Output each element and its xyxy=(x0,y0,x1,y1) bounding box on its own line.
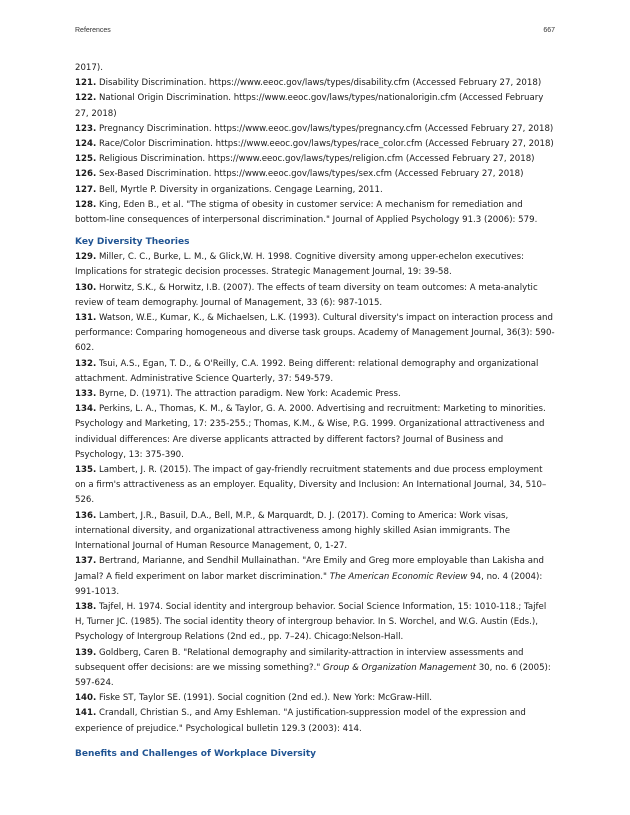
reference-item xyxy=(75,91,555,121)
reference-item xyxy=(75,463,555,509)
reference-number: 129. xyxy=(75,252,97,263)
reference-number: 121. xyxy=(75,78,97,89)
reference-list-b xyxy=(75,250,555,554)
reference-number: 125. xyxy=(75,154,97,165)
reference-number: 124. xyxy=(75,139,97,150)
reference-text: Miller, C. C., Burke, L. M., & Glick,W. H. 1998. Cognitive diversity among upper-echelon executives: Implications for strategic decision processes. Strategic Management Journal, 19: 39-58. xyxy=(75,252,524,278)
continuation-text: 2017). xyxy=(75,63,103,73)
reference-text: Religious Discrimination. https://www.eeoc.gov/laws/types/religion.cfm (Accessed February 27, 2018) xyxy=(98,154,535,165)
reference-text: Watson, W.E., Kumar, K., & Michaelsen, L.K. (1993). Cultural diversity's impact on interaction process and performance: Comparing homogeneous and diverse task groups. Academy of Management Journal, 36(3): 590-602. xyxy=(75,313,555,354)
reference-text: Lambert, J.R., Basuil, D.A., Bell, M.P., & Marquardt, D. J. (2017). Coming to America: Work visas, international diversity, and organizational attractiveness among highly skilled Asian immigrants. The International Journal of Human Resource Management, 0, 1-27. xyxy=(75,510,511,552)
reference-text: Horwitz, S.K., & Horwitz, I.B. (2007). The effects of team diversity on team outcomes: A meta-analytic review of team demography. Journal of Management, 33 (6): 987-1015. xyxy=(75,282,538,308)
reference-text: Tajfel, H. 1974. Social identity and intergroup behavior. Social Science Information, 15: 1010-118.; Tajfel H, Turner JC. (1985). The social identity theory of intergroup behavior. In S. Worchel, and W.G. Austin (Eds.), Psychology of Intergroup Relations (2nd ed., pp. 7–24). Chicago:Nelson-Hall. xyxy=(75,601,547,643)
reference-number: 126. xyxy=(75,169,97,180)
reference-text: Bertrand, Marianne, and Sendhil Mullainathan. "Are Emily and Greg more employable than Lakisha and Jamal? A field experiment on labor market discrimination." xyxy=(75,556,544,582)
reference-text: Lambert, J. R. (2015). The impact of gay-friendly recruitment statements and due process employment on a firm's attractiveness as an employer. Equality, Diversity and Inclusion: An International Journal, 34, 510–526. xyxy=(75,465,547,506)
reference-item xyxy=(75,76,555,91)
reference-number: 134. xyxy=(75,404,97,415)
reference-text: Fiske ST, Taylor SE. (1991). Social cognition (2nd ed.). New York: McGraw-Hill. xyxy=(98,693,432,704)
reference-number: 140. xyxy=(75,693,97,704)
reference-item xyxy=(75,509,555,555)
reference-number: 137. xyxy=(75,556,97,567)
reference-text-tail: 30, no. 6 (2005): 597-624. xyxy=(75,662,551,688)
reference-number: 122. xyxy=(75,93,97,104)
reference-item xyxy=(75,167,555,182)
reference-item xyxy=(75,600,555,646)
reference-item xyxy=(75,357,555,387)
reference-item xyxy=(75,122,555,137)
section-heading-key-diversity-theories: Key Diversity Theories xyxy=(75,237,190,248)
reference-text: National Origin Discrimination. https://www.eeoc.gov/laws/types/nationalorigin.cfm (Accessed February 27, 2018) xyxy=(75,93,544,119)
reference-item xyxy=(75,402,555,463)
reference-text: Byrne, D. (1971). The attraction paradigm. New York: Academic Press. xyxy=(98,389,401,400)
reference-item xyxy=(75,554,555,600)
page-number: 667 xyxy=(543,27,555,34)
reference-text: Goldberg, Caren B. "Relational demography and similarity-attraction in interview assessments and subsequent offer decisions: are we missing something?." xyxy=(75,647,524,673)
reference-number: 130. xyxy=(75,282,97,293)
reference-number: 131. xyxy=(75,313,97,324)
reference-text-tail: 94, no. 4 (2004): 991-1013. xyxy=(75,571,543,597)
reference-number: 141. xyxy=(75,708,97,719)
reference-number: 123. xyxy=(75,123,97,134)
reference-list-a xyxy=(75,76,555,228)
reference-number: 133. xyxy=(75,389,97,400)
reference-text: Perkins, L. A., Thomas, K. M., & Taylor, G. A. 2000. Advertising and recruitment: Marketing to minorities. Psychology and Marketing, 17: 235-255.; Thomas, K.M., & Wise, P.G. 1999. Organizational attractiveness and individual differences: Are diverse applicants attracted by different factors? Journal of Business and Psychology, 13: 375-390. xyxy=(75,404,546,460)
reference-text: King, Eden B., et al. "The stigma of obesity in customer service: A mechanism for remediation and bottom-line consequences of interpersonal discrimination." Journal of Applied Psychology 91.3 (2006): 579. xyxy=(75,199,538,226)
reference-item xyxy=(75,311,555,357)
reference-number: 135. xyxy=(75,465,97,476)
references-content xyxy=(75,61,555,762)
reference-item xyxy=(75,250,555,280)
reference-item xyxy=(75,152,555,167)
reference-text: Sex-Based Discrimination. https://www.eeoc.gov/laws/types/sex.cfm (Accessed February 27, 2018) xyxy=(98,169,524,180)
reference-journal: Group & Organization Management xyxy=(323,662,476,673)
reference-number: 139. xyxy=(75,647,97,658)
reference-number: 127. xyxy=(75,184,97,195)
reference-item xyxy=(75,281,555,311)
reference-text: Tsui, A.S., Egan, T. D., & O'Reilly, C.A. 1992. Being different: relational demography and organizational attachment. Administrative Science Quarterly, 37: 549-579. xyxy=(75,358,539,384)
reference-item xyxy=(75,137,555,152)
reference-item xyxy=(75,198,555,228)
reference-text: Disability Discrimination. https://www.eeoc.gov/laws/types/disability.cfm (Accessed February 27, 2018) xyxy=(98,78,542,89)
reference-text: Bell, Myrtle P. Diversity in organizations. Cengage Learning, 2011. xyxy=(98,184,383,195)
reference-item xyxy=(75,646,555,692)
reference-item xyxy=(75,706,555,736)
reference-number: 136. xyxy=(75,510,97,521)
reference-number: 132. xyxy=(75,358,97,369)
reference-item xyxy=(75,387,555,402)
running-head: References xyxy=(75,27,111,34)
reference-text: Race/Color Discrimination. https://www.eeoc.gov/laws/types/race_color.cfm (Accessed February 27, 2018) xyxy=(98,139,554,150)
reference-number: 138. xyxy=(75,601,97,612)
reference-number: 128. xyxy=(75,199,97,210)
section-heading-benefits-challenges: Benefits and Challenges of Workplace Diversity xyxy=(75,748,316,759)
reference-item xyxy=(75,691,555,706)
reference-item xyxy=(75,183,555,198)
reference-text: Pregnancy Discrimination. https://www.eeoc.gov/laws/types/pregnancy.cfm (Accessed February 27, 2018) xyxy=(98,123,554,134)
reference-journal: The American Economic Review xyxy=(329,571,468,582)
reference-text: Crandall, Christian S., and Amy Eshleman. "A justification-suppression model of the expression and experience of prejudice." Psychological bulletin 129.3 (2003): 414. xyxy=(75,708,526,734)
